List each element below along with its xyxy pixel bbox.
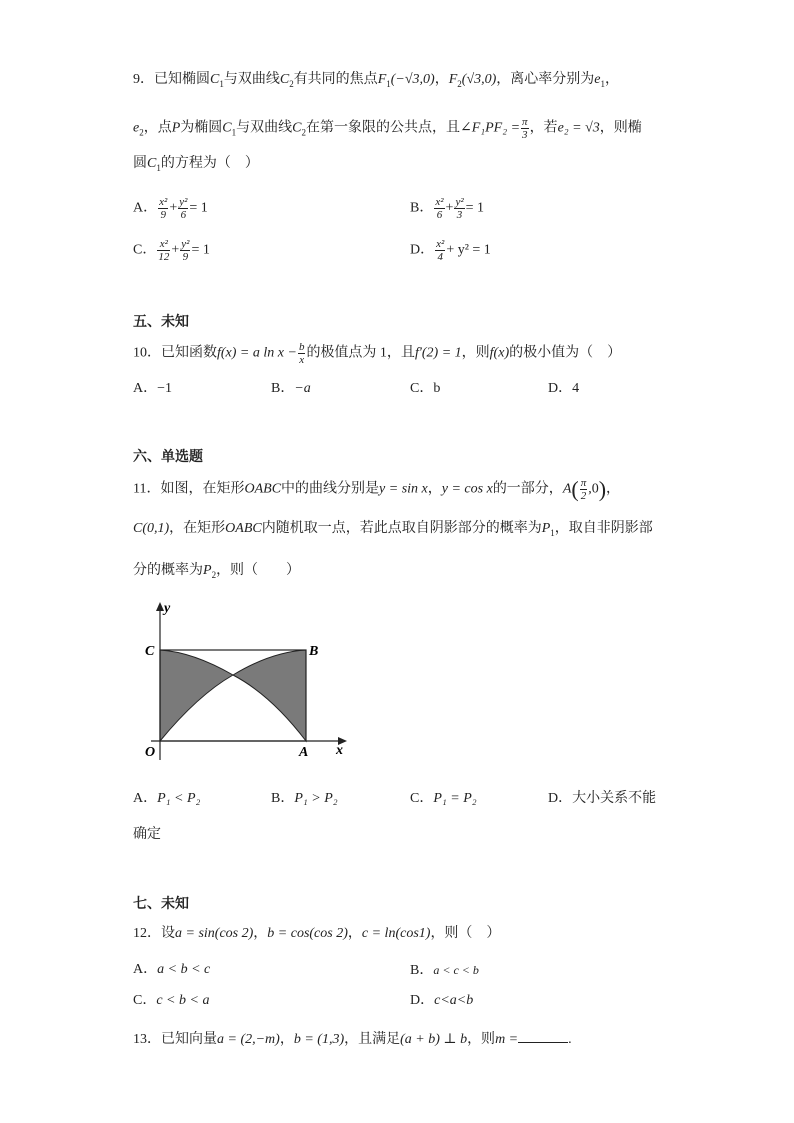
text: ， (427, 481, 442, 497)
value: −a (294, 381, 311, 396)
math-F2-val: (√3,0) (461, 72, 497, 87)
fraction (180, 238, 190, 263)
text: 有共同的焦点 (293, 72, 378, 87)
q9-line2 (133, 116, 642, 143)
q13-line1 (133, 1028, 572, 1050)
math-C1: C (222, 120, 232, 136)
q10-option-c[interactable]: C．b (410, 381, 441, 396)
label: B． (410, 963, 434, 978)
q11-option-b[interactable] (271, 789, 338, 809)
q9-line3 (133, 154, 259, 178)
text: ，则（ ） (216, 563, 301, 578)
text: 10．已知函数 (133, 345, 217, 361)
eq: = 1 (191, 242, 210, 258)
label-B: B (309, 644, 319, 659)
text: 的极值点为 1，且 (306, 345, 415, 361)
label: B． (271, 791, 295, 806)
value: c < b < a (156, 993, 210, 1008)
math-b: b = cos(cos 2) (267, 926, 348, 941)
num: π (522, 116, 528, 128)
text: ，且满足 (344, 1032, 401, 1047)
q11-option-d[interactable]: D．大小关系不能 (548, 791, 657, 806)
q9-line1 (133, 70, 619, 94)
text: ，则椭 (599, 120, 642, 136)
label: B． (410, 200, 434, 216)
value: a < b < c (157, 962, 211, 977)
math-OABC: OABC (244, 481, 282, 497)
text: 内随机取一点，若此点取自阴影部分的概率为 (261, 521, 542, 536)
q9-option-b[interactable] (410, 196, 484, 221)
num: y² (179, 196, 188, 208)
sub: 1 (231, 127, 237, 138)
sub: 2 (301, 127, 306, 138)
sub: 1 (386, 78, 391, 89)
label: A． (133, 200, 158, 216)
math-P: P (171, 120, 181, 136)
value: P₁ > P₂ (294, 791, 338, 806)
label: A． (133, 791, 158, 806)
text: ， (279, 1032, 294, 1047)
math-f: f(x) = a ln x − (217, 345, 297, 361)
text: 13．已知向量 (133, 1032, 217, 1047)
text: 的极小值为（ ） (509, 345, 622, 361)
num: y² (455, 196, 464, 208)
fraction (298, 341, 306, 366)
text: 中的曲线分别是 (281, 481, 380, 497)
text: ，若 (529, 120, 558, 136)
text: ， (253, 926, 268, 941)
fraction (454, 196, 464, 221)
fraction (580, 477, 588, 502)
math-cond: (a + b) ⊥ b (400, 1032, 468, 1047)
sub: 2 (457, 78, 462, 89)
text: 圆 (133, 156, 147, 171)
math-F1: F (377, 72, 387, 87)
answer-blank[interactable] (518, 1028, 568, 1043)
label-O: O (145, 745, 156, 760)
fraction (434, 196, 444, 221)
label: C． (410, 791, 434, 806)
label-x: x (336, 743, 343, 758)
den: 6 (436, 209, 443, 221)
label: D． (410, 993, 435, 1008)
eq: = 1 (189, 200, 208, 216)
den: 3 (522, 129, 528, 141)
fraction (178, 196, 188, 221)
text: 与双曲线 (236, 120, 293, 136)
text: ，取自非阴影部 (554, 521, 653, 536)
math-C2: C (292, 120, 302, 136)
den: 9 (160, 209, 166, 221)
math-e2-cond: e₂ = √3 (557, 120, 600, 136)
math-A: A (562, 481, 572, 497)
sub: 2 (139, 127, 144, 138)
text: ， (605, 72, 620, 87)
label: C． (133, 993, 157, 1008)
sub: 2 (289, 78, 294, 89)
section-7-title: 七、未知 (133, 895, 189, 911)
text: ， (434, 72, 449, 87)
label-y: y (164, 601, 171, 616)
value: P₁ = P₂ (433, 791, 477, 806)
math-a: a = sin(cos 2) (175, 926, 254, 941)
num: y² (181, 238, 190, 250)
label: B． (271, 381, 295, 396)
math-c: c = ln(cos1) (361, 926, 431, 941)
math-OABC: OABC (225, 521, 262, 536)
math-C2: C (279, 72, 290, 87)
q9-option-d[interactable] (410, 238, 491, 263)
plus: + (445, 200, 454, 216)
q9-option-c[interactable] (133, 238, 210, 263)
math-P1: P (541, 521, 551, 536)
q12-option-d[interactable] (410, 991, 473, 1011)
num: b (298, 341, 305, 353)
text: 11．如图，在矩形 (133, 481, 245, 497)
text: 的方程为（ ） (160, 156, 259, 171)
math-fx: f(x) (489, 345, 510, 361)
fraction (435, 238, 445, 263)
shaded-region-right (233, 650, 306, 741)
den: 4 (437, 251, 443, 263)
value: P₁ < P₂ (157, 791, 201, 806)
math-angle: ∠F₁PF₂ = (459, 120, 521, 136)
fraction (521, 116, 529, 141)
math-e1: e (594, 72, 601, 87)
sub: 1 (600, 78, 606, 89)
text: ，离心率分别为 (496, 72, 595, 87)
text: ，则（ ） (430, 926, 501, 941)
q11-line3 (133, 561, 300, 585)
q10-option-d[interactable]: D．4 (548, 381, 580, 396)
fraction (158, 196, 168, 221)
math-F1-val: (−√3,0) (390, 72, 435, 87)
sub: 2 (211, 569, 217, 580)
text: . (568, 1032, 572, 1047)
math-fp: f′(2) = 1 (414, 345, 462, 361)
num: x² (435, 196, 444, 208)
num: x² (436, 238, 445, 250)
text: ， (606, 481, 621, 497)
text: 为椭圆 (180, 120, 223, 136)
text: 分的概率为 (133, 563, 203, 578)
den: 12 (158, 251, 170, 263)
section-6-title: 六、单选题 (133, 448, 203, 464)
value: a < c < b (433, 963, 479, 977)
sub: 1 (550, 527, 555, 538)
q12-option-c[interactable] (133, 991, 209, 1011)
text: ， (347, 926, 362, 941)
label-A: A (299, 745, 309, 760)
q11-option-c[interactable] (410, 789, 477, 809)
plus: + (171, 242, 180, 258)
num: x² (159, 196, 168, 208)
rectangle-curve-figure (133, 600, 353, 765)
section-5-title: 五、未知 (133, 313, 189, 329)
math-m: m = (495, 1032, 519, 1047)
math-C: C(0,1) (133, 521, 170, 536)
sub: 1 (219, 78, 224, 89)
q11-option-d-cont: 确定 (133, 827, 161, 842)
text: 9．已知椭圆 (133, 72, 210, 87)
eq: = 1 (465, 200, 485, 216)
value: c<a<b (434, 993, 474, 1008)
math-F2: F (448, 72, 458, 87)
q11-line2 (133, 519, 653, 543)
math-e2: e (133, 120, 140, 136)
q9-option-a[interactable] (133, 196, 208, 221)
text: ,0 (588, 481, 599, 497)
rest: + y² = 1 (446, 242, 491, 258)
q12-line1 (133, 924, 500, 944)
text: ，点 (143, 120, 172, 136)
sub: 1 (156, 162, 161, 173)
q10-option-b[interactable] (271, 379, 311, 399)
label: C． (133, 242, 157, 258)
label: A． (133, 962, 158, 977)
math-a-vec: a = (2,−m) (217, 1032, 280, 1047)
q12-option-a[interactable] (133, 960, 210, 980)
num: x² (157, 238, 170, 251)
den: 3 (456, 209, 463, 221)
math-P2: P (203, 563, 212, 578)
q10-line1 (133, 341, 621, 366)
math-C1: C (147, 156, 157, 171)
den: 2 (580, 490, 587, 502)
shaded-region-left (160, 650, 233, 741)
text: 12．设 (133, 926, 175, 941)
y-axis-arrow (156, 602, 164, 611)
text: 的一部分， (492, 481, 563, 497)
q12-option-b[interactable] (410, 960, 479, 981)
text: ，则 (461, 345, 490, 361)
q11-line1: 11．如图，在矩形OABC中的曲线分别是y = sin x，y = cos x的一部分，A( $\frac{\pi}{2}$ ,0)， (133, 476, 621, 502)
text: 与双曲线 (223, 72, 280, 87)
den: 9 (182, 251, 189, 263)
num: π (580, 477, 587, 489)
q11-option-a[interactable] (133, 789, 200, 809)
den: 6 (180, 209, 187, 221)
text: 在第一象限的公共点，且 (305, 120, 460, 136)
math-ysin: y = sin x (379, 481, 428, 497)
plus: + (169, 200, 178, 216)
fraction (157, 238, 170, 263)
math-ycos: y = cos x (441, 481, 493, 497)
text: ，则 (467, 1032, 496, 1047)
label: D． (410, 242, 435, 258)
math-C1: C (210, 72, 220, 87)
q10-option-a[interactable]: A．−1 (133, 381, 173, 396)
text: ，在矩形 (169, 521, 226, 536)
label-C: C (145, 644, 155, 659)
den: x (299, 354, 305, 366)
math-b-vec: b = (1,3) (293, 1032, 345, 1047)
